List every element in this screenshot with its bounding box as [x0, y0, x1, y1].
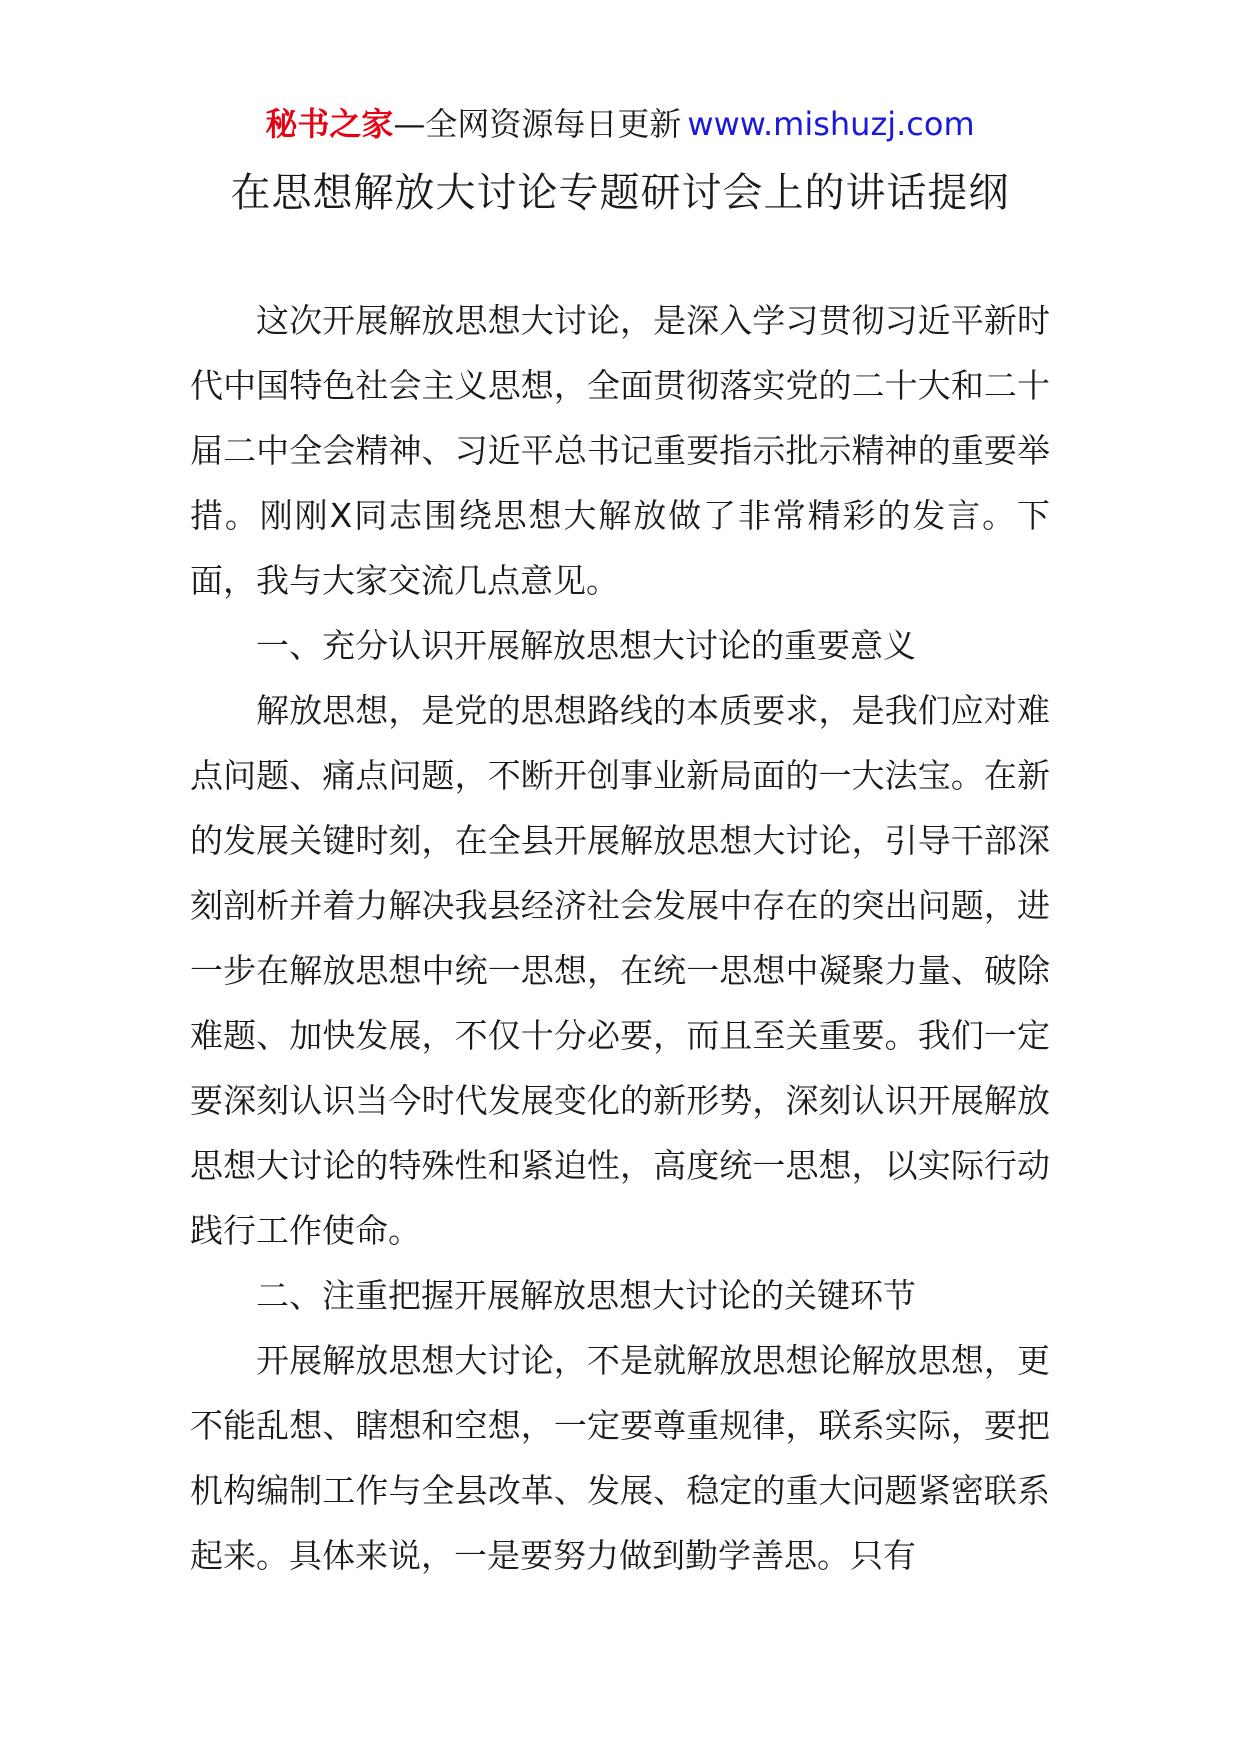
section-2-heading: 二、注重把握开展解放思想大讨论的关键环节: [256, 1276, 916, 1315]
document-body: [190, 288, 1050, 1588]
header-tagline: —全网资源每日更新: [393, 105, 682, 143]
site-url-link[interactable]: www.mishuzj.com: [687, 105, 975, 143]
section-2-paragraph: 开展解放思想大讨论，不是就解放思想论解放思想，更不能乱想、瞎想和空想，一定要尊重规律，联系实际，要把机构编制工作与全县改革、发展、稳定的重大问题紧密联系起来。具体来说，一是要努力做到勤学善思。只有: [190, 1341, 1050, 1575]
intro-paragraph: 这次开展解放思想大讨论，是深入学习贯彻习近平新时代中国特色社会主义思想，全面贯彻落实党的二十大和二十届二中全会精神、习近平总书记重要指示批示精神的重要举措。刚刚X同志围绕思想大解放做了非常精彩的发言。下面，我与大家交流几点意见。: [190, 301, 1050, 600]
brand-name: 秘书之家: [265, 105, 394, 143]
document-title: 在思想解放大讨论专题研讨会上的讲话提纲: [230, 170, 1010, 216]
section-1-paragraph: 解放思想，是党的思想路线的本质要求，是我们应对难点问题、痛点问题，不断开创事业新局面的一大法宝。在新的发展关键时刻，在全县开展解放思想大讨论，引导干部深刻剖析并着力解决我县经济社会发展中存在的突出问题，进一步在解放思想中统一思想，在统一思想中凝聚力量、破除难题、加快发展，不仅十分必要，而且至关重要。我们一定要深刻认识当今时代发展变化的新形势，深刻认识开展解放思想大讨论的特殊性和紧迫性，高度统一思想，以实际行动践行工作使命。: [190, 691, 1050, 1250]
site-header: [0, 100, 1240, 148]
section-1-heading: 一、充分认识开展解放思想大讨论的重要意义: [256, 626, 916, 665]
